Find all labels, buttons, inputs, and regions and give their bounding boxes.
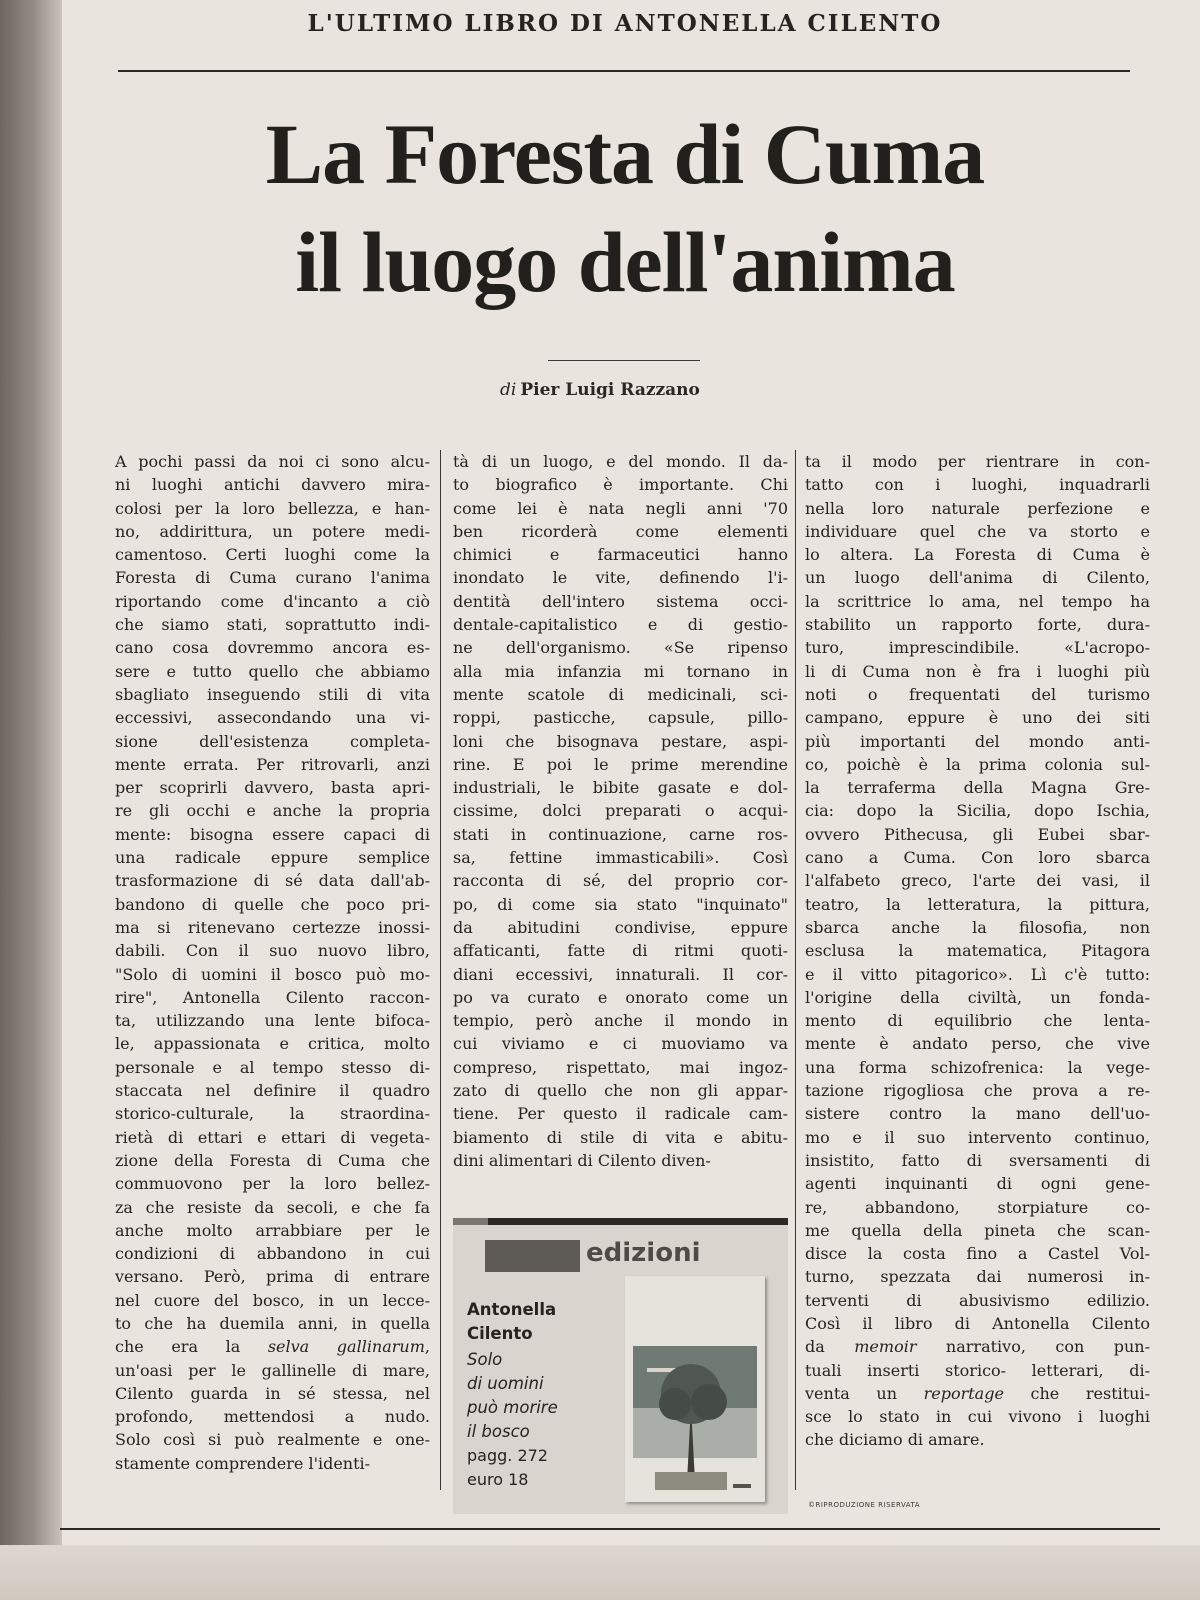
article-line: noti o frequentati del turismo — [805, 684, 1150, 704]
article-line: ne dell'organismo. «Se ripenso — [453, 638, 788, 658]
article-line: stabilito un rapporto forte, dura- — [805, 615, 1150, 635]
publisher-logo-block — [485, 1240, 580, 1272]
article-line: cano a Cuma. Con loro sbarca — [805, 848, 1150, 868]
article-column-1 — [115, 450, 430, 1480]
article-line: ben ricorderà come elementi — [453, 521, 788, 541]
article-line: da memoir narrativo, con pun- — [805, 1337, 1150, 1357]
article-line: stati in continuazione, carne ros- — [453, 824, 788, 844]
article-line: ma si ritenevano certezze inossi- — [115, 917, 430, 937]
book-price: euro 18 — [467, 1470, 529, 1489]
article-line: camentoso. Certi luoghi come la — [115, 545, 430, 565]
article-line: venta un reportage che restitui- — [805, 1383, 1150, 1403]
article-line: cui viviamo e ci muoviamo va — [453, 1034, 788, 1054]
article-line: compreso, rispettato, mai ingoz- — [453, 1057, 788, 1077]
column-divider-1 — [440, 450, 441, 1490]
box-top-bar-accent — [453, 1218, 488, 1225]
article-line: sistere contro la mano dell'uo- — [805, 1104, 1150, 1124]
article-line: individuare quel che va storto e — [805, 521, 1150, 541]
book-info-box — [453, 1218, 788, 1514]
book-author: Antonella Cilento — [467, 1300, 557, 1343]
article-line: re gli occhi e anche la propria — [115, 801, 430, 821]
article-line: tempio, però anche il mondo in — [453, 1011, 788, 1031]
publisher-tag: edizioni — [586, 1238, 701, 1268]
article-line: terventi di abusivismo edilizio. — [805, 1290, 1150, 1310]
article-line: co, poichè è la prima colonia sul- — [805, 754, 1150, 774]
article-line: cia: dopo la Sicilia, dopo Ischia, — [805, 801, 1150, 821]
article-line: rietà di ettari e ettari di vegeta- — [115, 1127, 430, 1147]
article-line: Solo così si può realmente e one- — [115, 1430, 430, 1450]
article-line: le, appassionata e critica, molto — [115, 1034, 430, 1054]
article-line: la terraferma della Magna Gre- — [805, 778, 1150, 798]
article-line: chimici e farmaceutici hanno — [453, 545, 788, 565]
article-column-3 — [805, 450, 1150, 1480]
article-column-2 — [453, 450, 788, 1210]
article-line: li di Cuma non è fra i luoghi più — [805, 661, 1150, 681]
article-line: che era la selva gallinarum, — [115, 1337, 430, 1357]
article-line: esclusa la matematica, Pitagora — [805, 941, 1150, 961]
article-line: alla mia infanzia mi tornano in — [453, 661, 788, 681]
article-line: l'alfabeto greco, l'arte dei vasi, il — [805, 871, 1150, 891]
article-line: turo, imprescindibile. «L'acropo- — [805, 638, 1150, 658]
article-line: "Solo di uomini il bosco può mo- — [115, 964, 430, 984]
article-line: insistito, fatto di sversamenti di — [805, 1150, 1150, 1170]
article-line: lo altera. La Foresta di Cuma è — [805, 545, 1150, 565]
article-line: dentità dell'intero sistema occi- — [453, 591, 788, 611]
article-line: colosi per la loro bellezza, e han- — [115, 498, 430, 518]
article-line: ta, utilizzando una lente bifoca- — [115, 1011, 430, 1031]
article-line: to che ha duemila anni, in quella — [115, 1313, 430, 1333]
article-line: tà di un luogo, e del mondo. Il da- — [453, 452, 788, 471]
book-pages: pagg. 272 — [467, 1446, 548, 1465]
article-line: dentale-capitalistico e di gestio- — [453, 615, 788, 635]
article-line: una forma schizofrenica: la vege- — [805, 1057, 1150, 1077]
article-line: la scrittrice lo ama, nel tempo ha — [805, 591, 1150, 611]
article-line: come lei è nata negli anni '70 — [453, 498, 788, 518]
article-line: stamente comprendere l'identi- — [115, 1453, 371, 1473]
byline-author: Pier Luigi Razzano — [520, 380, 700, 400]
article-line: ta il modo per rientrare in con- — [805, 452, 1150, 471]
box-top-bar — [453, 1218, 788, 1225]
article-line: industriali, le bibite gasate e dol- — [453, 778, 788, 798]
adjacent-page-edge — [0, 0, 62, 1600]
article-line: ovvero Pithecusa, gli Eubei sbar- — [805, 824, 1150, 844]
article-line: sione dell'esistenza completa- — [115, 731, 430, 751]
article-line: riportando come d'incanto a ciò — [115, 591, 430, 611]
article-line: che siamo stati, soprattutto indi- — [115, 615, 430, 635]
article-line: trasformazione di sé data dall'ab- — [115, 871, 430, 891]
article-line: bandono di quelle che poco pri- — [115, 894, 430, 914]
article-line: anche molto arrabbiare per le — [115, 1220, 430, 1240]
article-line: tiene. Per questo il radicale cam- — [453, 1104, 788, 1124]
article-line: mento di equilibrio che lenta- — [805, 1011, 1150, 1031]
article-line: mente errata. Per ritrovarli, anzi — [115, 754, 430, 774]
article-line: sa, fettine immasticabili». Così — [453, 848, 788, 868]
article-line: diani eccessivi, innaturali. Il cor- — [453, 964, 788, 984]
book-meta — [467, 1444, 617, 1492]
book-title-line: può morire — [467, 1398, 558, 1417]
article-line: sere e tutto quello che abbiamo — [115, 661, 430, 681]
article-line: rire", Antonella Cilento raccon- — [115, 987, 430, 1007]
article-line: po va curato e onorato come un — [453, 987, 788, 1007]
article-line: una radicale eppure semplice — [115, 848, 430, 868]
article-line: no, addirittura, un potere medi- — [115, 521, 430, 541]
article-line: roppi, pasticche, capsule, pillo- — [453, 708, 788, 728]
article-line: sbagliato inseguendo stili di vita — [115, 684, 430, 704]
article-line: e il vitto pitagorico». Lì c'è tutto: — [805, 964, 1150, 984]
article-line: campano, eppure è uno dei siti — [805, 708, 1150, 728]
article-line: l'origine della civiltà, un fonda- — [805, 987, 1150, 1007]
article-line: A pochi passi da noi ci sono alcu- — [115, 452, 430, 471]
article-line: turno, spezzata dai numerosi in- — [805, 1267, 1150, 1287]
article-line: sbarca anche la filosofia, non — [805, 917, 1150, 937]
article-line: biamento di stile di vita e abitu- — [453, 1127, 788, 1147]
article-line: to biografico è importante. Chi — [453, 475, 788, 495]
article-line: versano. Però, prima di entrare — [115, 1267, 430, 1287]
headline-line-2: il luogo dell'anima — [295, 214, 955, 310]
article-line: teatro, la letteratura, la pittura, — [805, 894, 1150, 914]
article-line: agenti inquinanti di ogni gene- — [805, 1174, 1150, 1194]
article-line: storico-culturale, la straordina- — [115, 1104, 430, 1124]
article-line: un luogo dell'anima di Cilento, — [805, 568, 1150, 588]
article-line: nel cuore del bosco, in un lecce- — [115, 1290, 430, 1310]
article-line: Foresta di Cuma curano l'anima — [115, 568, 430, 588]
article-line: profondo, mettendosi a nudo. — [115, 1407, 430, 1427]
article-line: nella loro naturale perfezione e — [805, 498, 1150, 518]
article-line: sce lo stato in cui vivono i luoghi — [805, 1407, 1150, 1427]
article-line: zione della Foresta di Cuma che — [115, 1150, 430, 1170]
book-cover-illustration — [625, 1276, 765, 1502]
article-line: mente è andato perso, che vive — [805, 1034, 1150, 1054]
article-line: dabili. Con il suo nuovo libro, — [115, 941, 430, 961]
copyright-notice: ©RIPRODUZIONE RISERVATA — [808, 1501, 921, 1509]
article-line: un'oasi per le gallinelle di mare, — [115, 1360, 430, 1380]
article-headline — [120, 100, 1130, 316]
article-line: po, di come sia stato "inquinato" — [453, 894, 788, 914]
article-line: affaticanti, fatte di ritmi quoti- — [453, 941, 788, 961]
article-line: ni luoghi antichi davvero mira- — [115, 475, 430, 495]
article-line: tazione rigogliosa che prova a re- — [805, 1081, 1150, 1101]
article-line: staccata nel definire il quadro — [115, 1081, 430, 1101]
article-line: zato di quello che non gli appar- — [453, 1081, 788, 1101]
article-line: condizioni di abbandono in cui — [115, 1244, 430, 1264]
article-line: cano cosa dovremmo ancora es- — [115, 638, 430, 658]
article-byline — [500, 380, 760, 400]
article-line: za che resiste da secoli, e che fa — [115, 1197, 430, 1217]
article-line: eccessivi, assecondando una vi- — [115, 708, 430, 728]
article-line: dini alimentari di Cilento diven- — [453, 1150, 711, 1170]
byline-prefix: di — [500, 380, 517, 400]
article-line: mo e il suo intervento continuo, — [805, 1127, 1150, 1147]
article-line: Così il libro di Antonella Cilento — [805, 1313, 1150, 1333]
article-kicker: L'ULTIMO LIBRO DI ANTONELLA CILENTO — [307, 10, 943, 37]
article-line: per scoprirli davvero, basta apri- — [115, 778, 430, 798]
article-line: tatto con i luoghi, inquadrarli — [805, 475, 1150, 495]
column-divider-2 — [795, 450, 796, 1490]
article-line: commuovono per la loro bellez- — [115, 1174, 430, 1194]
page-bottom-edge — [0, 1545, 1200, 1600]
article-line: da abitudini condivise, eppure — [453, 917, 788, 937]
article-line: re, abbandono, storpiature co- — [805, 1197, 1150, 1217]
article-line: inondato le vite, definendo l'i- — [453, 568, 788, 588]
book-cover-image — [625, 1276, 765, 1502]
kicker-divider — [118, 70, 1130, 72]
book-title-line: di uomini — [467, 1374, 544, 1393]
bottom-divider — [60, 1528, 1160, 1530]
article-line: racconta di sé, del proprio cor- — [453, 871, 788, 891]
article-line: tuali inserti storico- letterari, di- — [805, 1360, 1150, 1380]
article-line: Cilento guarda in sé stessa, nel — [115, 1383, 430, 1403]
book-title-line: il bosco — [467, 1422, 530, 1441]
article-line: rine. E poi le prime merendine — [453, 754, 788, 774]
article-line: che diciamo di amare. — [805, 1430, 985, 1450]
book-title-line: Solo — [467, 1350, 503, 1369]
article-line: me quella della pineta che scan- — [805, 1220, 1150, 1240]
article-line: cissime, dolci preparati o acqui- — [453, 801, 788, 821]
article-line: mente scatole di medicinali, sci- — [453, 684, 788, 704]
book-title — [467, 1348, 617, 1444]
article-line: personale e al tempo stesso di- — [115, 1057, 430, 1077]
article-line: più importanti del mondo anti- — [805, 731, 1150, 751]
byline-divider — [548, 360, 700, 361]
headline-line-1: La Foresta di Cuma — [265, 106, 985, 202]
article-line: disce la costa fino a Castel Vol- — [805, 1244, 1150, 1264]
article-line: mente: bisogna essere capaci di — [115, 824, 430, 844]
article-line: loni che bisognava pestare, aspi- — [453, 731, 788, 751]
